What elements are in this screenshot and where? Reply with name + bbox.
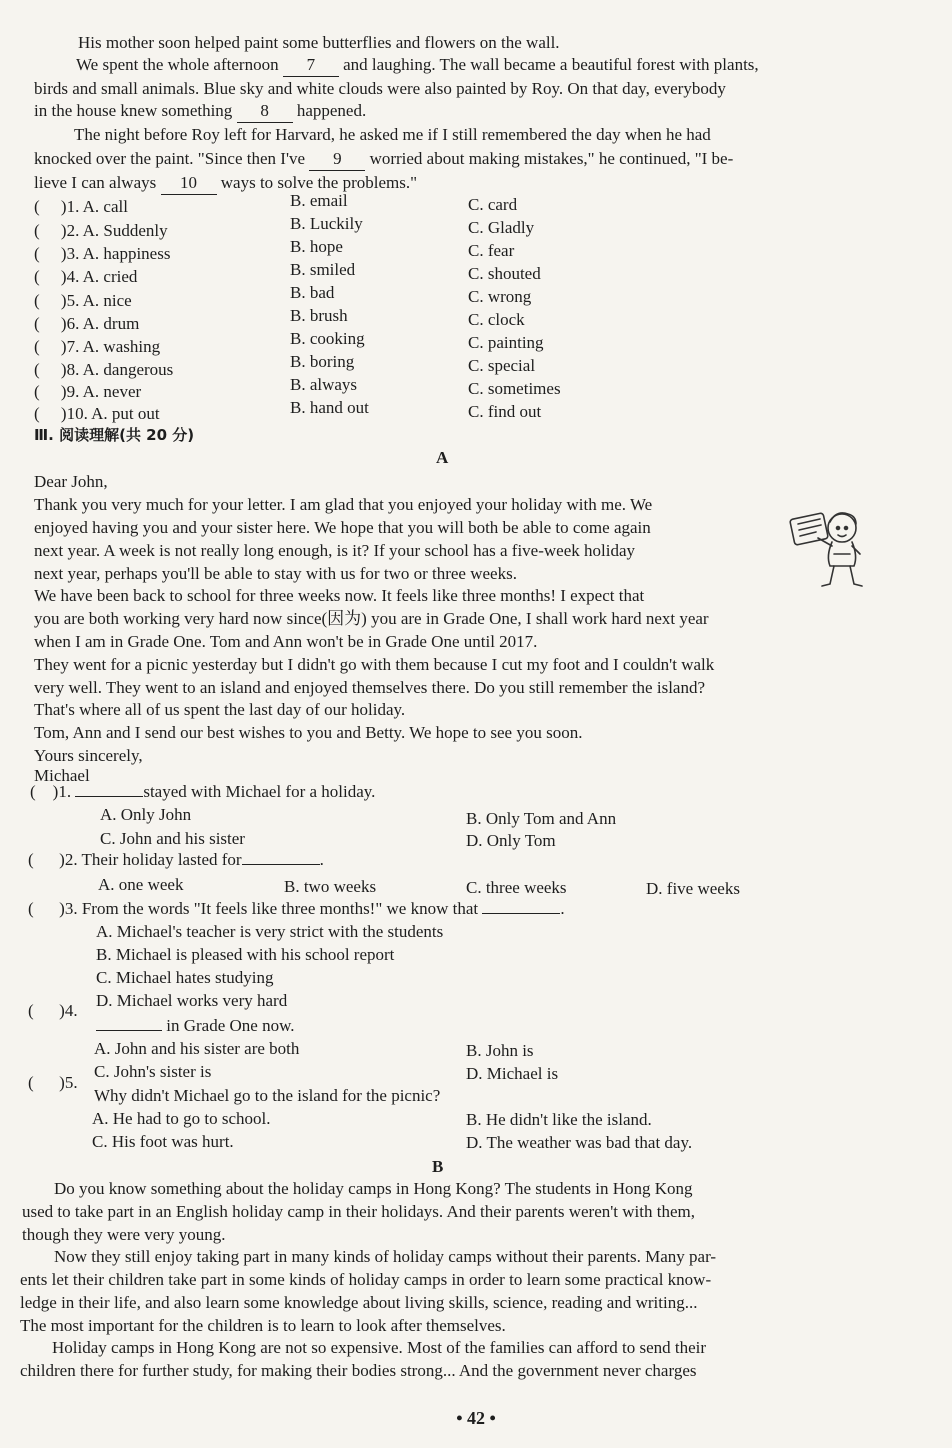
cloze-row-1: ( )1. A. call — [34, 197, 128, 216]
letter-line: Tom, Ann and I send our best wishes to you and Betty. We hope to see you soon. — [34, 723, 583, 742]
passage-line-3: birds and small animals. Blue sky and white clouds were also painted by Roy. On that day, everybody — [34, 79, 726, 98]
cloze-3-c: C. fear — [468, 241, 515, 260]
letter-line: next year. A week is not really long enough, is it? If your school has a five-week holiday — [34, 541, 635, 560]
question-5-number: ( )5. — [28, 1073, 78, 1092]
cloze-5-b: B. bad — [290, 283, 335, 302]
question-2-option-a[interactable]: A. one week — [98, 875, 184, 894]
question-2-option-c[interactable]: C. three weeks — [466, 878, 567, 897]
passage-line-1: His mother soon helped paint some butterflies and flowers on the wall. — [78, 33, 560, 52]
passage-b-line: Holiday camps in Hong Kong are not so expensive. Most of the families can afford to send their — [52, 1338, 707, 1357]
boy-reading-illustration — [786, 502, 872, 594]
cloze-4-c: C. shouted — [468, 264, 541, 283]
passage-line-5: The night before Roy left for Harvard, he asked me if I still remembered the day when he had — [74, 125, 711, 144]
cloze-7-c: C. painting — [468, 333, 544, 352]
letter-line: Michael — [34, 766, 90, 785]
letter-line: when I am in Grade One. Tom and Ann won't be in Grade One until 2017. — [34, 632, 538, 651]
question-3-option-a[interactable]: A. Michael's teacher is very strict with the students — [96, 922, 444, 941]
passage-b-line: The most important for the children is to learn to look after themselves. — [20, 1316, 506, 1335]
question-2-option-d[interactable]: D. five weeks — [646, 879, 740, 898]
page-number: • 42 • — [456, 1408, 496, 1428]
question-1-option-b[interactable]: B. Only Tom and Ann — [466, 809, 617, 828]
letter-line: next year, perhaps you'll be able to stay with us for two or three weeks. — [34, 564, 517, 583]
question-2-option-b[interactable]: B. two weeks — [284, 877, 377, 896]
letter-line: Thank you very much for your letter. I am glad that you enjoyed your holiday with me. We — [34, 495, 653, 514]
cloze-1-b: B. email — [290, 191, 348, 210]
question-4-number: ( )4. — [28, 1001, 78, 1020]
question-1-option-a[interactable]: A. Only John — [100, 805, 192, 824]
cloze-2-b: B. Luckily — [290, 214, 363, 233]
question-4-option-d[interactable]: D. Michael is — [466, 1064, 559, 1083]
cloze-row-3: ( )3. A. happiness — [34, 244, 171, 263]
question-3-option-d[interactable]: D. Michael works very hard — [96, 991, 288, 1010]
cloze-1-c: C. card — [468, 195, 518, 214]
question-5-stem: Why didn't Michael go to the island for the picnic? — [94, 1086, 441, 1105]
cloze-6-b: B. brush — [290, 306, 348, 325]
passage-b-line: ledge in their life, and also learn some knowledge about living skills, science, reading and writing... — [20, 1293, 698, 1312]
question-1-option-d[interactable]: D. Only Tom — [466, 831, 556, 850]
question-5-option-a[interactable]: A. He had to go to school. — [92, 1109, 271, 1128]
blank-8: 8 — [237, 100, 293, 123]
part-b-label: B — [432, 1157, 444, 1176]
question-3-option-b[interactable]: B. Michael is pleased with his school report — [96, 945, 395, 964]
question-1-option-c[interactable]: C. John and his sister — [100, 829, 245, 848]
cloze-row-9: ( )9. A. never — [34, 382, 142, 401]
blank-10: 10 — [161, 172, 217, 195]
part-a-label: A — [436, 448, 449, 467]
question-3-option-c[interactable]: C. Michael hates studying — [96, 968, 274, 987]
cloze-10-c: C. find out — [468, 402, 542, 421]
question-5-option-c[interactable]: C. His foot was hurt. — [92, 1132, 234, 1151]
cloze-4-b: B. smiled — [290, 260, 356, 279]
passage-b-line: Now they still enjoy taking part in many kinds of holiday camps without their parents. Many par- — [54, 1247, 717, 1266]
cloze-10-b: B. hand out — [290, 398, 369, 417]
letter-line: We have been back to school for three weeks now. It feels like three months! I expect that — [34, 586, 645, 605]
letter-line: very well. They went to an island and enjoyed themselves there. Do you still remember the island? — [34, 678, 706, 697]
letter-line: you are both working very hard now since(因为) you are in Grade One, I shall work hard next year — [34, 609, 709, 628]
passage-b-line: used to take part in an English holiday camp in their holidays. And their parents weren't with them, — [22, 1202, 695, 1221]
blank-7: 7 — [283, 54, 339, 77]
passage-line-4: in the house knew something 8 happened. — [34, 100, 366, 123]
cloze-row-4: ( )4. A. cried — [34, 267, 138, 286]
question-3-stem: ( )3. From the words "It feels like three months!" we know that . — [28, 899, 565, 918]
cloze-row-5: ( )5. A. nice — [34, 291, 132, 310]
cloze-9-c: C. sometimes — [468, 379, 561, 398]
cloze-row-7: ( )7. A. washing — [34, 337, 161, 356]
cloze-8-b: B. boring — [290, 352, 355, 371]
question-1-stem: ( )1. stayed with Michael for a holiday. — [30, 782, 376, 801]
question-5-option-d[interactable]: D. The weather was bad that day. — [466, 1133, 693, 1152]
blank-9: 9 — [309, 148, 365, 171]
passage-b-line: though they were very young. — [22, 1225, 226, 1244]
question-5-option-b[interactable]: B. He didn't like the island. — [466, 1110, 652, 1129]
cloze-9-b: B. always — [290, 375, 358, 394]
passage-b-line: children there for further study, for making their bodies strong... And the government never charges — [20, 1361, 697, 1380]
cloze-row-10: ( )10. A. put out — [34, 404, 160, 423]
passage-line-6: knocked over the paint. "Since then I've 9 worried about making mistakes," he continued, "I be- — [34, 148, 733, 171]
cloze-5-c: C. wrong — [468, 287, 532, 306]
section-title: Ⅲ. 阅读理解(共 20 分) — [34, 426, 195, 444]
passage-b-line: Do you know something about the holiday camps in Hong Kong? The students in Hong Kong — [54, 1179, 693, 1198]
cloze-2-c: C. Gladly — [468, 218, 535, 237]
cloze-row-2: ( )2. A. Suddenly — [34, 221, 168, 240]
cloze-8-c: C. special — [468, 356, 536, 375]
question-2-stem: ( )2. Their holiday lasted for . — [28, 850, 324, 869]
letter-line: Dear John, — [34, 472, 108, 491]
question-4-option-b[interactable]: B. John is — [466, 1041, 534, 1060]
passage-line-7: lieve I can always 10 ways to solve the problems." — [34, 172, 417, 195]
cloze-row-6: ( )6. A. drum — [34, 314, 140, 333]
letter-line: They went for a picnic yesterday but I didn't go with them because I cut my foot and I couldn't walk — [34, 655, 715, 674]
letter-line: Yours sincerely, — [34, 746, 143, 765]
passage-b-line: ents let their children take part in some kinds of holiday camps in order to learn some practical know- — [20, 1270, 712, 1289]
question-4-option-a[interactable]: A. John and his sister are both — [94, 1039, 300, 1058]
question-4-option-c[interactable]: C. John's sister is — [94, 1062, 212, 1081]
cloze-7-b: B. cooking — [290, 329, 365, 348]
cloze-row-8: ( )8. A. dangerous — [34, 360, 174, 379]
question-4-stem: in Grade One now. — [96, 1015, 295, 1037]
passage-line-2: We spent the whole afternoon 7 and laughing. The wall became a beautiful forest with plants, — [76, 54, 759, 77]
cloze-6-c: C. clock — [468, 310, 525, 329]
cloze-3-b: B. hope — [290, 237, 343, 256]
letter-line: That's where all of us spent the last day of our holiday. — [34, 700, 406, 719]
letter-line: enjoyed having you and your sister here. We hope that you will both be able to come again — [34, 518, 651, 537]
